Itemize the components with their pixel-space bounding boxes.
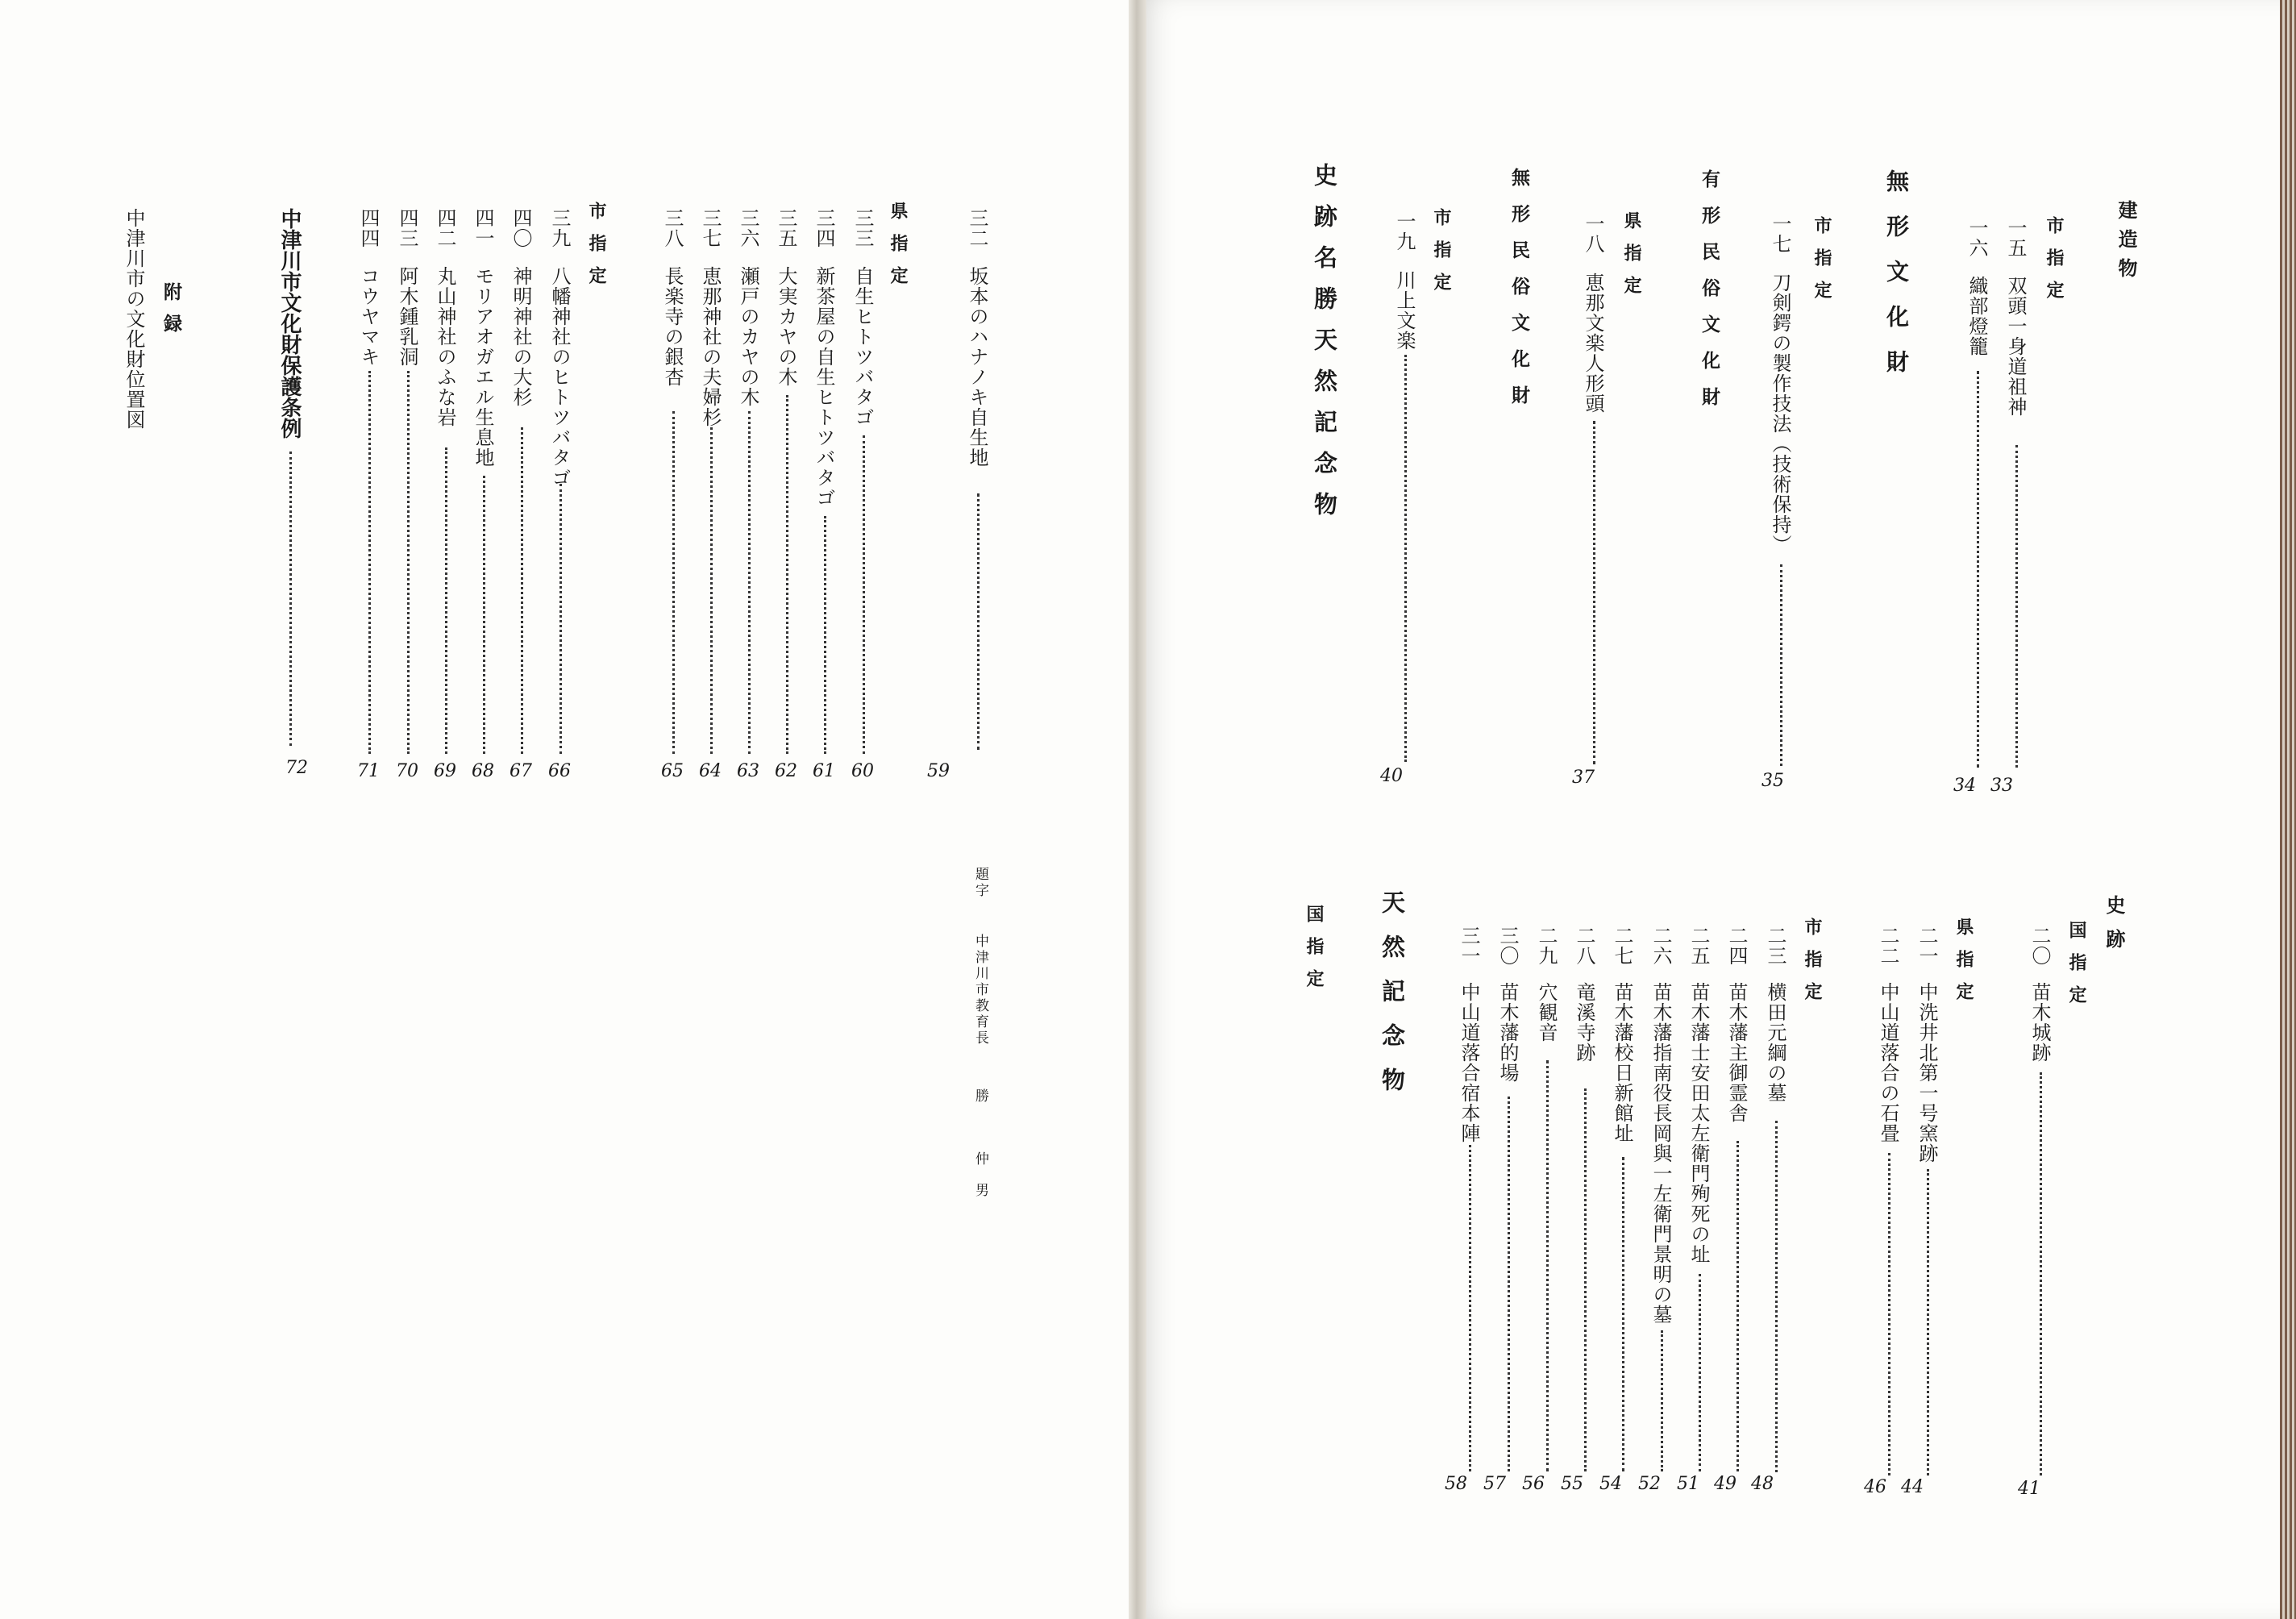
heading-shishitei: 市指定 xyxy=(1811,216,1832,313)
toc-entry-title: 織部燈籠 xyxy=(1965,276,1988,356)
section-heading-ken: 県指定 xyxy=(888,202,908,298)
toc-entry-title: 自生ヒトツバタゴ xyxy=(851,266,874,427)
leader-dots xyxy=(368,371,371,754)
toc-entry-title: 苗木藩主御霊舎 xyxy=(1725,982,1748,1123)
toc-entry-title: 苗木藩士安田太左衛門殉死の址 xyxy=(1687,982,1710,1264)
leader-dots xyxy=(786,395,788,754)
leader-dots xyxy=(559,484,562,754)
toc-page-number: 56 xyxy=(1522,1474,1545,1494)
toc-entry-num: 三四 xyxy=(813,208,835,248)
toc-entry-num: 三〇 xyxy=(1496,926,1519,966)
leader-dots xyxy=(2040,1072,2042,1475)
toc-entry-num: 三九 xyxy=(548,208,571,248)
leader-dots xyxy=(445,447,447,754)
toc-entry-title: 長楽寺の銀杏 xyxy=(661,266,684,387)
leader-dots xyxy=(407,371,410,754)
toc-entry-num: 三六 xyxy=(737,208,759,248)
leader-dots xyxy=(1737,1141,1739,1471)
colophon-label: 題字 xyxy=(972,867,988,899)
toc-entry-title: 竜溪寺跡 xyxy=(1573,982,1595,1063)
leader-dots xyxy=(824,516,826,754)
heading-shishitei: 市指定 xyxy=(1431,208,1451,305)
toc-entry-num: 四一 xyxy=(472,208,494,248)
toc-page-number: 34 xyxy=(1953,776,1976,796)
toc-entry-num: 一七 xyxy=(1769,214,1791,254)
appendix-item: 中津川市の文化財位置図 xyxy=(123,208,145,430)
toc-entry-title: 刀剣鍔の製作技法（技術保持） xyxy=(1769,273,1791,555)
toc-entry-num: 一六 xyxy=(1965,218,1988,258)
toc-page-number: 63 xyxy=(737,761,759,781)
toc-page-number: 61 xyxy=(813,761,835,781)
heading-yukei-minzoku: 有形民俗文化財 xyxy=(1699,169,1720,423)
toc-entry-num: 三八 xyxy=(661,208,684,248)
toc-entry-num: 二三 xyxy=(1764,926,1786,966)
toc-entry-title: 苗木藩指南役長岡與一左衛門景明の墓 xyxy=(1649,982,1672,1325)
leader-dots xyxy=(1622,1157,1624,1471)
toc-page-number: 62 xyxy=(775,761,797,781)
toc-page-number: 37 xyxy=(1572,768,1595,788)
toc-entry-num: 三五 xyxy=(775,208,797,248)
leader-dots xyxy=(1927,1169,1929,1475)
toc-entry-num: 三三 xyxy=(851,208,874,248)
leader-dots xyxy=(1508,1097,1510,1471)
colophon-role: 中津川市教育長 xyxy=(972,934,988,1047)
leader-dots xyxy=(672,411,675,754)
toc-entry-num: 二〇 xyxy=(2028,926,2051,966)
leader-dots xyxy=(1699,1274,1701,1471)
leader-dots xyxy=(977,493,980,750)
toc-page-number: 70 xyxy=(396,761,418,781)
leader-dots xyxy=(2015,445,2018,768)
book-gutter xyxy=(1129,0,1146,1619)
toc-entry-title: 双頭一身道祖神 xyxy=(2004,276,2027,417)
leader-dots xyxy=(1977,371,1979,768)
toc-entry-title: 川上文楽 xyxy=(1393,270,1416,351)
leader-dots xyxy=(1775,1121,1778,1472)
leader-dots xyxy=(1404,355,1407,762)
toc-entry-title: 阿木鍾乳洞 xyxy=(396,266,418,367)
toc-entry-num: 四〇 xyxy=(510,208,532,248)
toc-entry-num: 四四 xyxy=(357,208,380,248)
toc-entry-num: 四三 xyxy=(396,208,418,248)
heading-tennen-kinenbutsu: 天然記念物 xyxy=(1379,890,1406,1112)
heading-kunishitei: 国指定 xyxy=(2066,921,2086,1018)
toc-entry-title: 苗木城跡 xyxy=(2028,982,2051,1063)
toc-entry-num: 二九 xyxy=(1535,926,1558,966)
toc-page-number: 58 xyxy=(1445,1474,1467,1494)
toc-page-number: 41 xyxy=(2018,1479,2040,1499)
toc-entry-title: 中山道落合の石畳 xyxy=(1877,982,1899,1143)
toc-entry-title: 新茶屋の自生ヒトツバタゴ xyxy=(813,266,835,508)
heading-kenshitei: 県指定 xyxy=(1621,211,1641,308)
heading-mukei-bunkazai: 無形文化財 xyxy=(1883,169,1910,395)
toc-entry-num: 三七 xyxy=(699,208,722,248)
toc-page-number: 54 xyxy=(1599,1474,1622,1494)
toc-entry-title: 中洗井北第一号窯跡 xyxy=(1915,982,1938,1163)
leader-dots xyxy=(1469,1145,1471,1471)
section-heading-shi: 市指定 xyxy=(586,202,606,298)
toc-entry-num: 一九 xyxy=(1393,211,1416,252)
heading-kunishitei: 国指定 xyxy=(1304,905,1324,1001)
heading-kenshitei: 県指定 xyxy=(1953,918,1974,1014)
toc-entry-num: 三二 xyxy=(966,208,988,248)
heading-shiseki-meisho: 史跡名勝天然記念物 xyxy=(1311,163,1338,533)
toc-page-number: 55 xyxy=(1561,1474,1583,1494)
toc-entry-title: 穴観音 xyxy=(1535,982,1558,1043)
toc-page-number: 51 xyxy=(1677,1474,1699,1494)
toc-entry-num: 一五 xyxy=(2004,218,2027,258)
toc-entry-title: 瀬戸のカヤの木 xyxy=(737,266,759,407)
appendix-heading: 附録 xyxy=(160,282,181,345)
toc-entry-num: 一八 xyxy=(1582,214,1604,254)
leader-dots xyxy=(1661,1330,1663,1471)
toc-page-number: 72 xyxy=(285,758,308,778)
leader-dots xyxy=(1584,1088,1587,1471)
toc-entry-title: コウヤマキ xyxy=(357,266,380,367)
toc-entry-num: 二六 xyxy=(1649,926,1672,966)
toc-page-number: 60 xyxy=(851,761,874,781)
toc-page-number: 64 xyxy=(699,761,722,781)
toc-entry-num: 二五 xyxy=(1687,926,1710,966)
heading-shiseki: 史跡 xyxy=(2103,895,2125,963)
toc-page-number: 57 xyxy=(1483,1474,1506,1494)
leader-dots xyxy=(1593,421,1595,764)
leader-dots xyxy=(521,427,523,754)
toc-entry-title: 恵那文楽人形頭 xyxy=(1582,273,1604,414)
toc-entry-num: 二一 xyxy=(1915,926,1938,966)
toc-entry-title: 神明神社の大杉 xyxy=(510,266,532,407)
toc-page-number: 52 xyxy=(1638,1474,1661,1494)
toc-entry-title: 中山道落合宿本陣 xyxy=(1458,982,1480,1143)
toc-page-number: 49 xyxy=(1714,1474,1737,1494)
leader-dots xyxy=(483,476,485,754)
heading-mukei-minzoku: 無形民俗文化財 xyxy=(1508,168,1529,422)
leader-dots xyxy=(863,435,865,754)
leader-dots xyxy=(710,427,713,754)
toc-entry-num: 四二 xyxy=(434,208,456,248)
toc-entry-title: 恵那神社の夫婦杉 xyxy=(699,266,722,427)
toc-entry-title: 坂本のハナノキ自生地 xyxy=(966,266,988,468)
toc-entry-title: 苗木藩的場 xyxy=(1496,982,1519,1083)
toc-entry-title: 大実カヤの木 xyxy=(775,266,797,387)
toc-entry-title: モリアオガエル生息地 xyxy=(472,266,494,468)
toc-entry-num: 三一 xyxy=(1458,926,1480,966)
toc-page-number: 46 xyxy=(1864,1477,1886,1497)
toc-entry-num: 二八 xyxy=(1573,926,1595,966)
toc-page-number: 66 xyxy=(548,761,571,781)
toc-entry-title: 八幡神社のヒトツバタゴ xyxy=(548,266,571,488)
heading-shishitei: 市指定 xyxy=(1802,918,1822,1014)
toc-page-number: 44 xyxy=(1901,1477,1924,1497)
colophon-name: 勝 仲男 xyxy=(972,1088,988,1214)
toc-entry-num: 二四 xyxy=(1725,926,1748,966)
toc-entry-title: 丸山神社のふな岩 xyxy=(434,266,456,427)
toc-page-number: 65 xyxy=(661,761,684,781)
ordinance-title: 中津川市文化財保護条例 xyxy=(277,208,302,439)
heading-kenzobutsu: 建造物 xyxy=(2115,200,2137,287)
toc-page-number: 71 xyxy=(357,761,380,781)
toc-page-number: 33 xyxy=(1990,776,2013,796)
leader-dots xyxy=(748,411,751,754)
toc-page-number: 69 xyxy=(434,761,456,781)
heading-shishitei: 市指定 xyxy=(2044,216,2064,313)
toc-entry-title: 苗木藩校日新館址 xyxy=(1611,982,1633,1143)
toc-page-number: 67 xyxy=(510,761,532,781)
toc-page-number: 59 xyxy=(927,761,950,781)
book-edge xyxy=(2280,0,2296,1619)
leader-dots xyxy=(289,452,292,746)
toc-page-number: 35 xyxy=(1762,771,1784,791)
toc-entry-title: 横田元綱の墓 xyxy=(1764,982,1786,1103)
leader-dots xyxy=(1888,1153,1890,1475)
toc-page-number: 68 xyxy=(472,761,494,781)
toc-entry-num: 二七 xyxy=(1611,926,1633,966)
toc-page-number: 48 xyxy=(1751,1474,1774,1494)
leader-dots xyxy=(1546,1060,1549,1471)
toc-entry-num: 二二 xyxy=(1877,926,1899,966)
toc-page-number: 40 xyxy=(1380,766,1403,786)
leader-dots xyxy=(1780,564,1782,766)
